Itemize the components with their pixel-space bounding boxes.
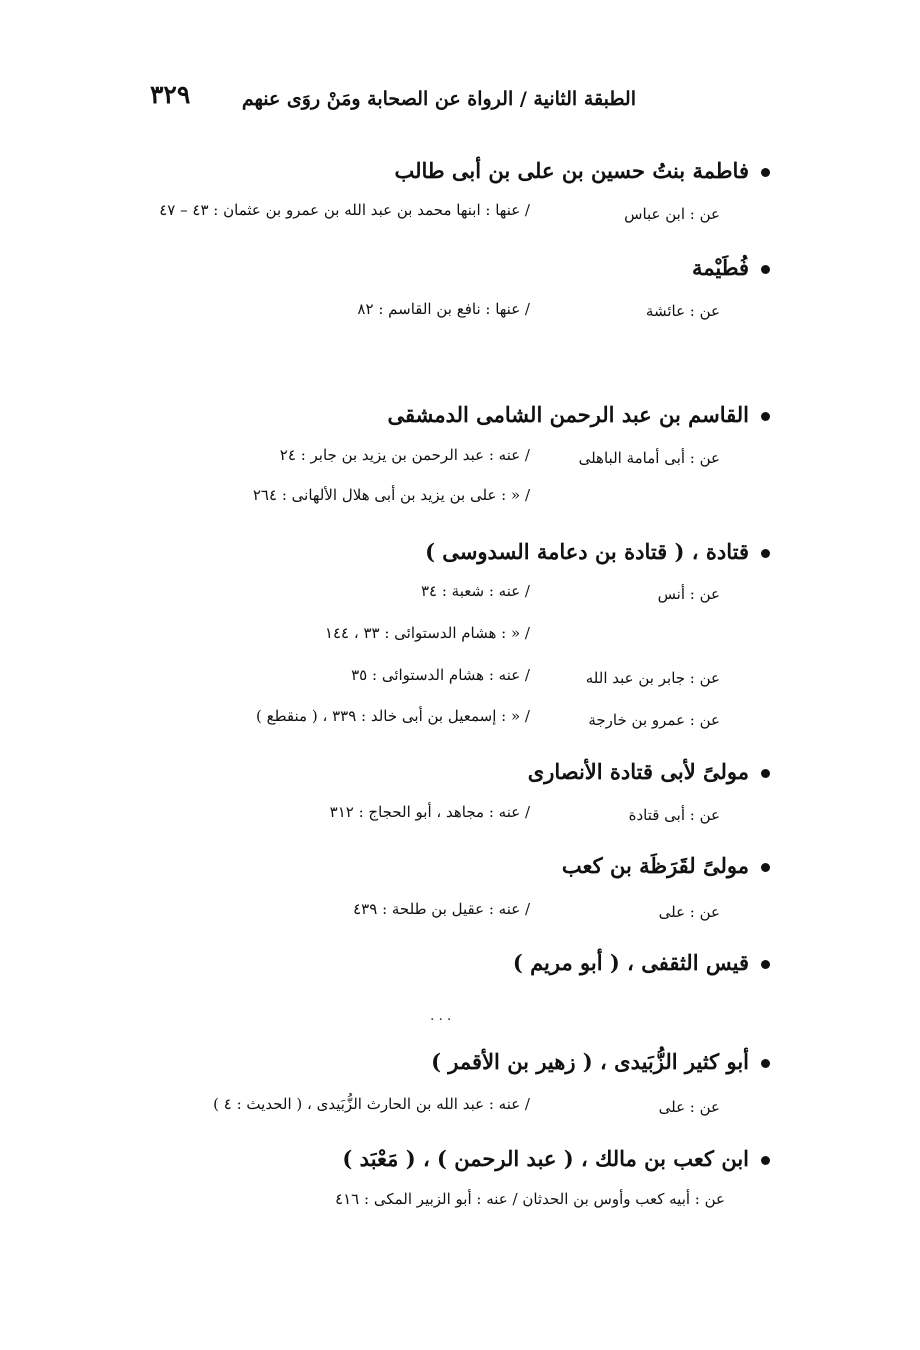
narrated-by: / عنه : عقيل بن طلحة : ٤٣٩ (353, 900, 530, 918)
narration-line: عن : أبيه كعب وأوس بن الحدثان / عنه : أبو الزبير المكى : ٤١٦ (335, 1190, 725, 1208)
entry-heading: القاسم بن عبد الرحمن الشامى الدمشقى (387, 402, 770, 427)
bullet-icon (761, 168, 770, 177)
narrated-from: عن : عمرو بن خارجة (588, 711, 720, 729)
bullet-icon (761, 412, 770, 421)
bullet-icon (761, 769, 770, 778)
running-head: الطبقة الثانية / الرواة عن الصحابة ومَنْ روَى عنهم (241, 88, 636, 110)
narrated-by: / عنه : عبد الله بن الحارث الزُّبَيدى ، ( الحديث : ٤ ) (213, 1095, 530, 1113)
narrated-by: / عنه : عبد الرحمن بن يزيد بن جابر : ٢٤ (279, 446, 530, 464)
narrated-by: / عنه : مجاهد ، أبو الحجاج : ٣١٢ (329, 803, 530, 821)
entry-heading: قتادة ، ( قتادة بن دعامة السدوسى ) (425, 539, 770, 564)
narrated-from: عن : على (658, 903, 720, 921)
bullet-icon (761, 960, 770, 969)
narrated-from: عن : على (658, 1098, 720, 1116)
section-separator: ... (430, 1008, 456, 1024)
narrated-from: عن : أنس (657, 585, 720, 603)
narrated-from: عن : عائشة (645, 302, 720, 320)
entry-heading: مولىً لأبى قتادة الأنصارى (528, 759, 770, 784)
entry-heading: أبو كثير الزُّبَيدى ، ( زهير بن الأقمر ) (431, 1049, 770, 1074)
bullet-icon (761, 549, 770, 558)
narrated-by: / عنه : هشام الدستوائى : ٣٥ (351, 666, 530, 684)
narrated-by: / عنها : نافع بن القاسم : ٨٢ (357, 300, 530, 318)
entry-heading: مولىً لقَرَظَة بن كعب (562, 853, 770, 878)
entry-heading: فُطَيْمة (692, 255, 770, 280)
bullet-icon (761, 1156, 770, 1165)
narrated-by: / « : إسمعيل بن أبى خالد : ٣٣٩ ، ( منقطع ) (256, 707, 530, 725)
entry-heading: فاطمة بنتُ حسين بن على بن أبى طالب (394, 158, 770, 183)
bullet-icon (761, 265, 770, 274)
narrated-from: عن : أبى أمامة الباهلى (578, 449, 720, 467)
narrated-from: عن : جابر بن عبد الله (585, 669, 720, 687)
narrated-by: / عنها : ابنها محمد بن عبد الله بن عمرو بن عثمان : ٤٣ – ٤٧ (159, 201, 530, 219)
narrated-by: / عنه : شعبة : ٣٤ (420, 582, 530, 600)
narrated-by: / « : هشام الدستوائى : ٣٣ ، ١٤٤ (324, 624, 530, 642)
entry-heading: ابن كعب بن مالك ، ( عبد الرحمن ) ، ( مَعْبَد ) (342, 1146, 770, 1171)
entry-heading: قيس الثقفى ، ( أبو مريم ) (513, 950, 770, 975)
narrated-by: / « : على بن يزيد بن أبى هلال الألهانى : ٢٦٤ (252, 486, 530, 504)
narrated-from: عن : أبى قتادة (628, 806, 720, 824)
bullet-icon (761, 1059, 770, 1068)
narrated-from: عن : ابن عباس (624, 205, 720, 223)
bullet-icon (761, 863, 770, 872)
page-number: ٣٢٩ (150, 80, 191, 109)
